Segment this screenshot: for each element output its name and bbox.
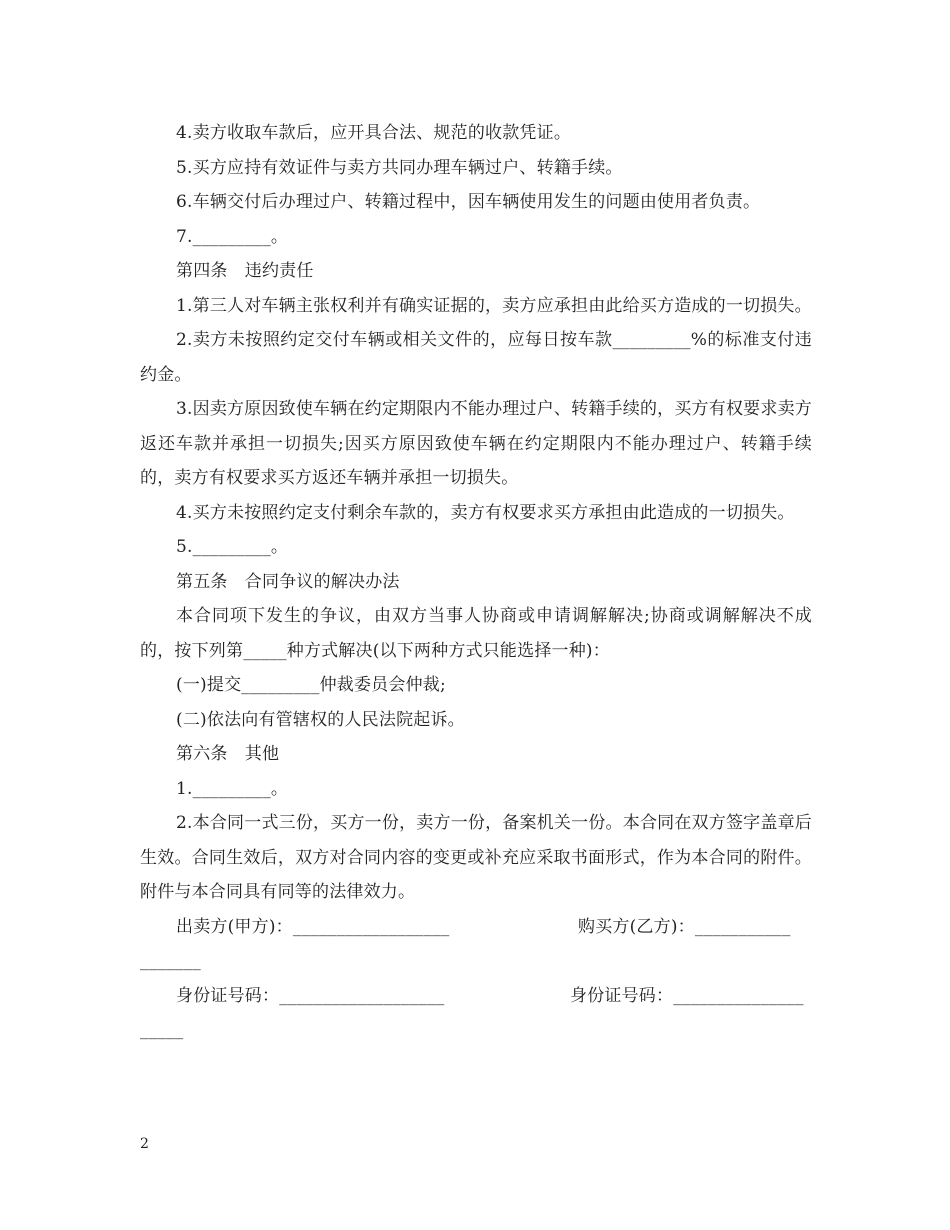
clause-4-3: 3.因卖方原因致使车辆在约定期限内不能办理过户、转籍手续的，买方有权要求卖方返还车款并承担一切损失;因买方原因致使车辆在约定期限内不能办理过户、转籍手续的，卖方有权要求买方返还车辆并承担一切损失。 xyxy=(140,399,812,488)
clause-3-6: 6.车辆交付后办理过户、转籍过程中，因车辆使用发生的问题由使用者负责。 xyxy=(176,192,761,212)
contract-body xyxy=(140,116,812,1048)
clause-4-2: 2.卖方未按照约定交付车辆或相关文件的，应每日按车款_________%的标准支付违约金。 xyxy=(140,330,812,385)
clause-4-1: 1.第三人对车辆主张权利并有确实证据的，卖方应承担由此给买方造成的一切损失。 xyxy=(176,295,812,316)
article-4-heading: 第四条 违约责任 xyxy=(176,261,314,281)
clause-3-4: 4.卖方收取车款后，应开具合法、规范的收款凭证。 xyxy=(176,123,572,143)
clause-5-body: 本合同项下发生的争议，由双方当事人协商或申请调解解决;协商或调解解决不成的，按下列第_____种方式解决(以下两种方式只能选择一种)： xyxy=(140,606,812,661)
clause-5-option-2: (二)依法向有管辖权的人民法院起诉。 xyxy=(176,709,465,730)
clause-5-option-1: (一)提交_________仲裁委员会仲裁; xyxy=(176,675,446,695)
clause-3-5: 5.买方应持有效证件与卖方共同办理车辆过户、转籍手续。 xyxy=(176,157,623,178)
signature-row-id xyxy=(140,979,812,1014)
clause-4-5: 5._________。 xyxy=(176,537,289,557)
article-5-heading: 第五条 合同争议的解决办法 xyxy=(176,571,400,592)
clause-6-1: 1._________。 xyxy=(176,778,289,799)
seller-signature-line: 出卖方(甲方)：__________________ xyxy=(176,916,450,937)
clause-6-2: 2.本合同一式三份，买方一份，卖方一份，备案机关一份。本合同在双方签字盖章后生效。合同生效后，双方对合同内容的变更或补充应采取书面形式，作为本合同的附件。附件与本合同具有同等的法律效力。 xyxy=(140,813,812,902)
signature-row-parties xyxy=(140,910,812,945)
buyer-id-continuation: _____ xyxy=(140,1020,184,1040)
page-number: 2 xyxy=(140,1136,149,1152)
seller-id-line: 身份证号码：___________________ xyxy=(176,985,445,1006)
buyer-id-line: 身份证号码：_______________ xyxy=(570,985,804,1006)
buyer-signature-line: 购买方(乙方)：___________ xyxy=(578,916,791,937)
clause-3-7: 7._________。 xyxy=(176,226,289,247)
clause-4-4: 4.买方未按照约定支付剩余车款的，卖方有权要求买方承担由此造成的一切损失。 xyxy=(176,502,795,523)
article-6-heading: 第六条 其他 xyxy=(176,744,280,764)
buyer-signature-continuation: _______ xyxy=(140,951,201,971)
